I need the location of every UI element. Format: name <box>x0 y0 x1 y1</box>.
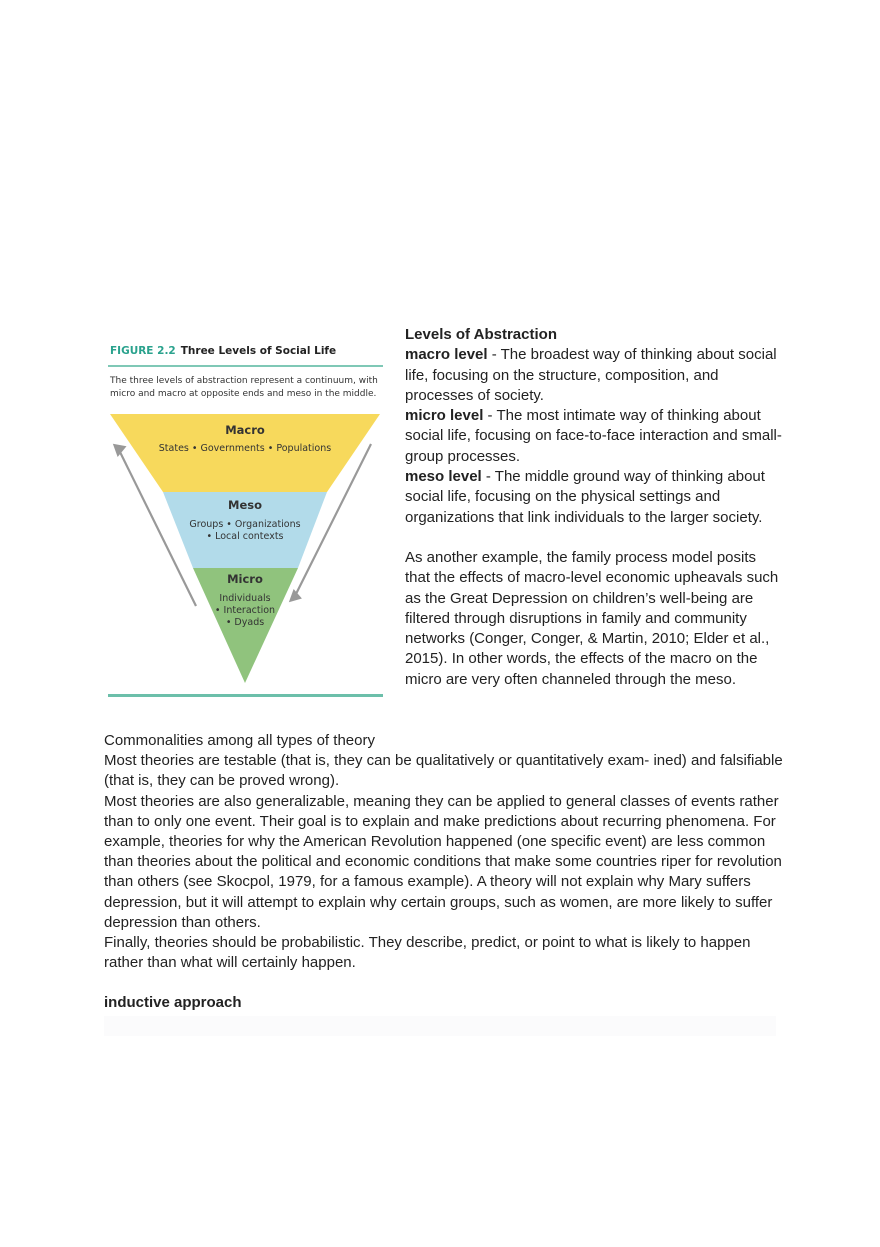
figure-title-text: Three Levels of Social Life <box>180 345 337 357</box>
levels-triangle-diagram <box>105 338 385 703</box>
levels-heading: Levels of Abstraction <box>405 326 557 343</box>
definition-macro-text: - The broadest way of thinking about social life, focusing on the structure, composition, and processes of society. <box>405 346 777 404</box>
micro-items-line3: • Dyads <box>225 617 265 628</box>
inductive-heading: inductive approach <box>104 994 242 1012</box>
meso-items-line2: • Local contexts <box>206 531 284 542</box>
definition-meso-text: - The middle ground way of thinking about social life, focusing on the physical settings and organizations that link individuals to the larger society. <box>405 468 765 526</box>
meso-label: Meso <box>228 498 262 512</box>
commonalities-section <box>104 731 784 1014</box>
meso-items-line1: Groups • Organizations <box>189 519 301 530</box>
definition-micro-text: - The most intimate way of thinking about social life, focusing on face-to-face interaction and small-group processes. <box>405 407 782 465</box>
figure-caption: The three levels of abstraction represent a continuum, with micro and macro at opposite ends and meso in the middle. <box>110 376 378 399</box>
figure-three-levels <box>105 338 385 703</box>
paragraph-testable: Most theories are testable (that is, they can be qualitatively or quantitatively exam- ined) and falsifiable (that is, they can be proved wrong). <box>104 752 783 790</box>
figure-bottom-rule <box>108 694 383 697</box>
term-macro: macro level <box>405 346 488 364</box>
term-meso: meso level <box>405 468 482 486</box>
levels-of-abstraction-section <box>405 325 785 690</box>
example-paragraph: As another example, the family process model posits that the effects of macro-level economic upheavals such as the Great Depression on children’s well-being are filtered through disruptions in family and community networks (Conger, Conger, & Martin, 2010; Elder et al., 2015). In other words, the effects of the macro on the micro are very often channeled through the meso. <box>405 548 779 688</box>
micro-label: Micro <box>227 572 263 586</box>
micro-items-line2: • Interaction <box>214 605 276 616</box>
figure-number: FIGURE 2.2 <box>110 345 176 357</box>
macro-items: States • Governments • Populations <box>158 443 332 454</box>
paragraph-probabilistic: Finally, theories should be probabilistic. They describe, predict, or point to what is likely to happen rather than what will certainly happen. <box>104 934 751 972</box>
definition-micro <box>405 406 785 467</box>
definition-macro <box>405 345 785 406</box>
macro-label: Macro <box>225 423 265 437</box>
definition-meso <box>405 467 785 528</box>
paragraph-generalizable: Most theories are also generalizable, meaning they can be applied to general classes of events rather than to only one event. Their goal is to explain and make predictions about recurring phenomena. For example, theories for why the American Revolution happened (one specific event) are less common than theories about the political and economic conditions that make some countries riper for revolution than others (see Skocpol, 1979, for a famous example). A theory will not explain why Mary suffers depression, but it will attempt to explain why certain groups, such as women, are more likely to suffer depression than others. <box>104 792 782 931</box>
faded-content-box <box>104 1016 776 1036</box>
term-micro: micro level <box>405 407 484 425</box>
micro-items-line1: Individuals <box>219 593 271 604</box>
commonalities-heading: Commonalities among all types of theory <box>104 732 375 749</box>
